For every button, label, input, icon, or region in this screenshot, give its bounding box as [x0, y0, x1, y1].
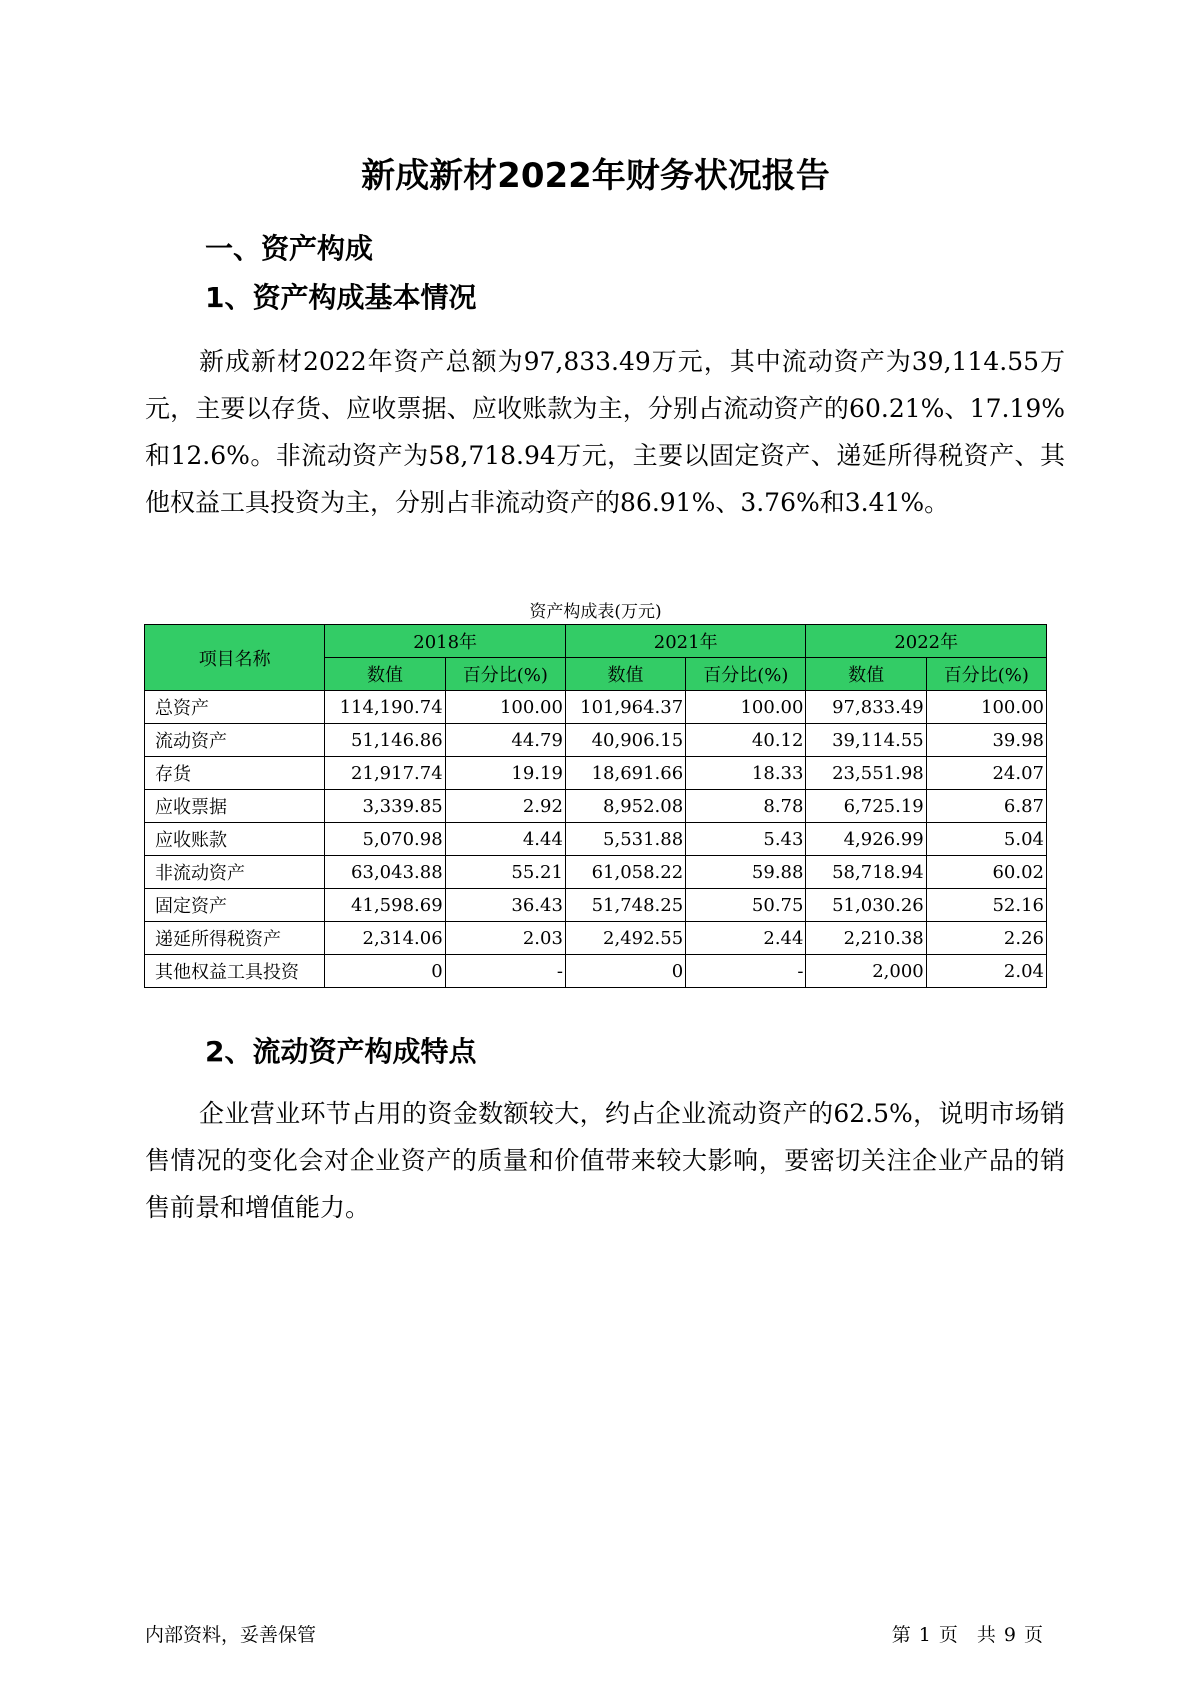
cell-value: 5,531.88: [565, 823, 685, 856]
table-row: [145, 922, 1047, 955]
cell-percent: 18.33: [686, 757, 806, 790]
row-label: 应收票据: [145, 790, 325, 823]
cell-percent: 100.00: [926, 691, 1046, 724]
row-label: 递延所得税资产: [145, 922, 325, 955]
cell-percent: 36.43: [445, 889, 565, 922]
footer-page-indicator: [888, 1620, 1047, 1647]
cell-percent: -: [686, 955, 806, 988]
header-percent: 百分比(%): [686, 658, 806, 691]
cell-percent: 5.43: [686, 823, 806, 856]
page-total: 9: [1003, 1624, 1016, 1646]
cell-percent: 8.78: [686, 790, 806, 823]
cell-value: 51,146.86: [325, 724, 445, 757]
row-label: 应收账款: [145, 823, 325, 856]
cell-percent: 6.87: [926, 790, 1046, 823]
cell-value: 51,748.25: [565, 889, 685, 922]
row-label: 其他权益工具投资: [145, 955, 325, 988]
header-year-2022: 2022年: [806, 625, 1047, 658]
table-row: [145, 823, 1047, 856]
table-row: [145, 889, 1047, 922]
cell-value: 8,952.08: [565, 790, 685, 823]
cell-percent: 44.79: [445, 724, 565, 757]
row-label: 非流动资产: [145, 856, 325, 889]
table-row: [145, 757, 1047, 790]
row-label: 流动资产: [145, 724, 325, 757]
cell-value: 23,551.98: [806, 757, 926, 790]
cell-percent: -: [445, 955, 565, 988]
page-number: 1: [918, 1624, 931, 1646]
row-label: 总资产: [145, 691, 325, 724]
cell-percent: 60.02: [926, 856, 1046, 889]
page-mid: 页 共: [938, 1624, 996, 1646]
cell-percent: 50.75: [686, 889, 806, 922]
cell-value: 101,964.37: [565, 691, 685, 724]
subheading-asset-basics: 1、资产构成基本情况: [205, 281, 477, 314]
cell-value: 97,833.49: [806, 691, 926, 724]
cell-value: 39,114.55: [806, 724, 926, 757]
cell-value: 0: [325, 955, 445, 988]
cell-value: 21,917.74: [325, 757, 445, 790]
cell-value: 51,030.26: [806, 889, 926, 922]
cell-value: 114,190.74: [325, 691, 445, 724]
subheading-current-assets: 2、流动资产构成特点: [205, 1035, 477, 1068]
header-value: 数值: [806, 658, 926, 691]
cell-percent: 5.04: [926, 823, 1046, 856]
cell-percent: 39.98: [926, 724, 1046, 757]
cell-value: 0: [565, 955, 685, 988]
table-row: [145, 691, 1047, 724]
header-percent: 百分比(%): [445, 658, 565, 691]
row-label: 固定资产: [145, 889, 325, 922]
cell-percent: 100.00: [686, 691, 806, 724]
cell-value: 6,725.19: [806, 790, 926, 823]
cell-value: 40,906.15: [565, 724, 685, 757]
table-row: [145, 790, 1047, 823]
document-title: 新成新材2022年财务状况报告: [361, 156, 830, 196]
table-row: [145, 955, 1047, 988]
header-value: 数值: [325, 658, 445, 691]
page-suffix: 页: [1023, 1624, 1043, 1646]
asset-composition-table: [144, 624, 1047, 988]
cell-percent: 52.16: [926, 889, 1046, 922]
cell-percent: 2.03: [445, 922, 565, 955]
cell-value: 41,598.69: [325, 889, 445, 922]
cell-percent: 19.19: [445, 757, 565, 790]
cell-percent: 4.44: [445, 823, 565, 856]
header-value: 数值: [565, 658, 685, 691]
cell-value: 5,070.98: [325, 823, 445, 856]
paragraph-asset-summary: 新成新材2022年资产总额为97,833.49万元，其中流动资产为39,114.55万元，主要以存货、应收票据、应收账款为主，分别占流动资产的60.21%、17.19%和12.6%。非流动资产为58,718.94万元，主要以固定资产、递延所得税资产、其他权益工具投资为主，分别占非流动资产的86.91%、3.76%和3.41%。: [145, 347, 1065, 517]
cell-value: 2,000: [806, 955, 926, 988]
cell-value: 4,926.99: [806, 823, 926, 856]
row-label: 存货: [145, 757, 325, 790]
cell-value: 3,339.85: [325, 790, 445, 823]
cell-percent: 59.88: [686, 856, 806, 889]
header-item-name: 项目名称: [145, 625, 325, 691]
cell-value: 58,718.94: [806, 856, 926, 889]
footer-confidential-note: 内部资料，妥善保管: [145, 1624, 317, 1646]
cell-percent: 2.92: [445, 790, 565, 823]
cell-percent: 2.26: [926, 922, 1046, 955]
cell-value: 18,691.66: [565, 757, 685, 790]
paragraph-current-assets: 企业营业环节占用的资金数额较大，约占企业流动资产的62.5%，说明市场销售情况的变化会对企业资产的质量和价值带来较大影响，要密切关注企业产品的销售前景和增值能力。: [145, 1099, 1065, 1222]
table-row: [145, 856, 1047, 889]
cell-percent: 40.12: [686, 724, 806, 757]
cell-percent: 2.44: [686, 922, 806, 955]
cell-value: 2,492.55: [565, 922, 685, 955]
section-heading-assets: 一、资产构成: [205, 232, 374, 265]
header-year-2021: 2021年: [565, 625, 806, 658]
header-year-2018: 2018年: [325, 625, 566, 658]
page-prefix: 第: [891, 1624, 911, 1646]
header-percent: 百分比(%): [926, 658, 1046, 691]
cell-percent: 2.04: [926, 955, 1046, 988]
table-row: [145, 724, 1047, 757]
cell-value: 61,058.22: [565, 856, 685, 889]
table-caption: 资产构成表(万元): [529, 602, 662, 622]
cell-value: 2,314.06: [325, 922, 445, 955]
cell-percent: 55.21: [445, 856, 565, 889]
cell-percent: 100.00: [445, 691, 565, 724]
cell-value: 2,210.38: [806, 922, 926, 955]
cell-value: 63,043.88: [325, 856, 445, 889]
cell-percent: 24.07: [926, 757, 1046, 790]
